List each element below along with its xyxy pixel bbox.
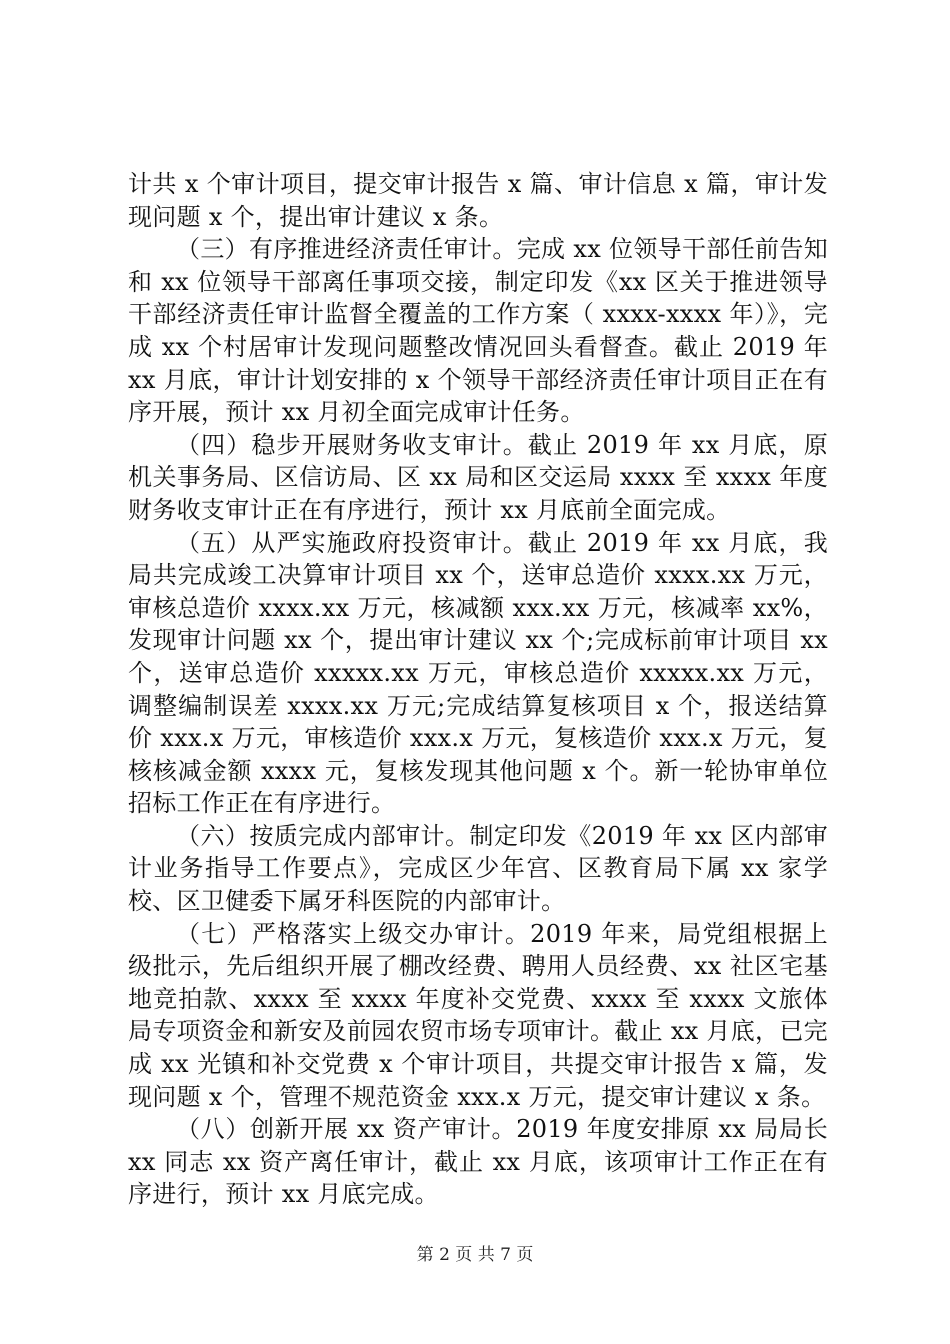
paragraph-section-7: （七）严格落实上级交办审计。2019 年来，局党组根据上级批示，先后组织开展了棚改经费、聘用人员经费、xx 社区宅基地竞拍款、xxxx 至 xxxx 年度补交党费、xxxx 至 xxxx 文旅体局专项资金和新安及前园农贸市场专项审计。截止 xx 月底，已完成 xx 光镇和补交党费 x 个审计项目，共提交审计报告 x 篇，发现问题 x 个，管理不规范资金 xxx.x 万元，提交审计建议 x 条。 [128,919,828,1111]
paragraph-section-3: （三）有序推进经济责任审计。完成 xx 位领导干部任前告知和 xx 位领导干部离任事项交接，制定印发《xx 区关于推进领导干部经济责任审计监督全覆盖的工作方案（ xxxx-xxxx 年）》，完成 xx 个村居审计发现问题整改情况回头看督查。截止 2019 年 xx 月底，审计计划安排的 x 个领导干部经济责任审计项目正在有序开展，预计 xx 月初全面完成审计任务。 [128,235,828,427]
paragraph-section-5: （五）从严实施政府投资审计。截止 2019 年 xx 月底，我局共完成竣工决算审计项目 xx 个，送审总造价 xxxx.xx 万元，审核总造价 xxxx.xx 万元，核减额 xxx.xx 万元，核减率 xx%，发现审计问题 xx 个，提出审计建议 xx 个;完成标前审计项目 xx 个，送审总造价 xxxxx.xx 万元，审核总造价 xxxxx.xx 万元，调整编制误差 xxxx.xx 万元;完成结算复核项目 x 个，报送结算价 xxx.x 万元，审核造价 xxx.x 万元，复核造价 xxx.x 万元，复核核减金额 xxxx 元，复核发现其他问题 x 个。新一轮协审单位招标工作正在有序进行。 [128,528,828,818]
paragraph-section-8: （八）创新开展 xx 资产审计。2019 年度安排原 xx 局局长 xx 同志 xx 资产离任审计，截止 xx 月底，该项审计工作正在有序进行，预计 xx 月底完成。 [128,1115,828,1209]
paragraph-section-6: （六）按质完成内部审计。制定印发《2019 年 xx 区内部审计业务指导工作要点》，完成区少年宫、区教育局下属 xx 家学校、区卫健委下属牙科医院的内部审计。 [128,821,828,916]
paragraph-section-4: （四）稳步开展财务收支审计。截止 2019 年 xx 月底，原机关事务局、区信访局、区 xx 局和区交运局 xxxx 至 xxxx 年度财务收支审计正在有序进行，预计 xx 月底前全面完成。 [128,430,828,524]
page-number-footer: 第 2 页 共 7 页 [416,1245,534,1265]
document-body [128,168,828,1211]
paragraph-continuation: 计共 x 个审计项目，提交审计报告 x 篇、审计信息 x 篇，审计发现问题 x 个，提出审计建议 x 条。 [128,170,828,231]
